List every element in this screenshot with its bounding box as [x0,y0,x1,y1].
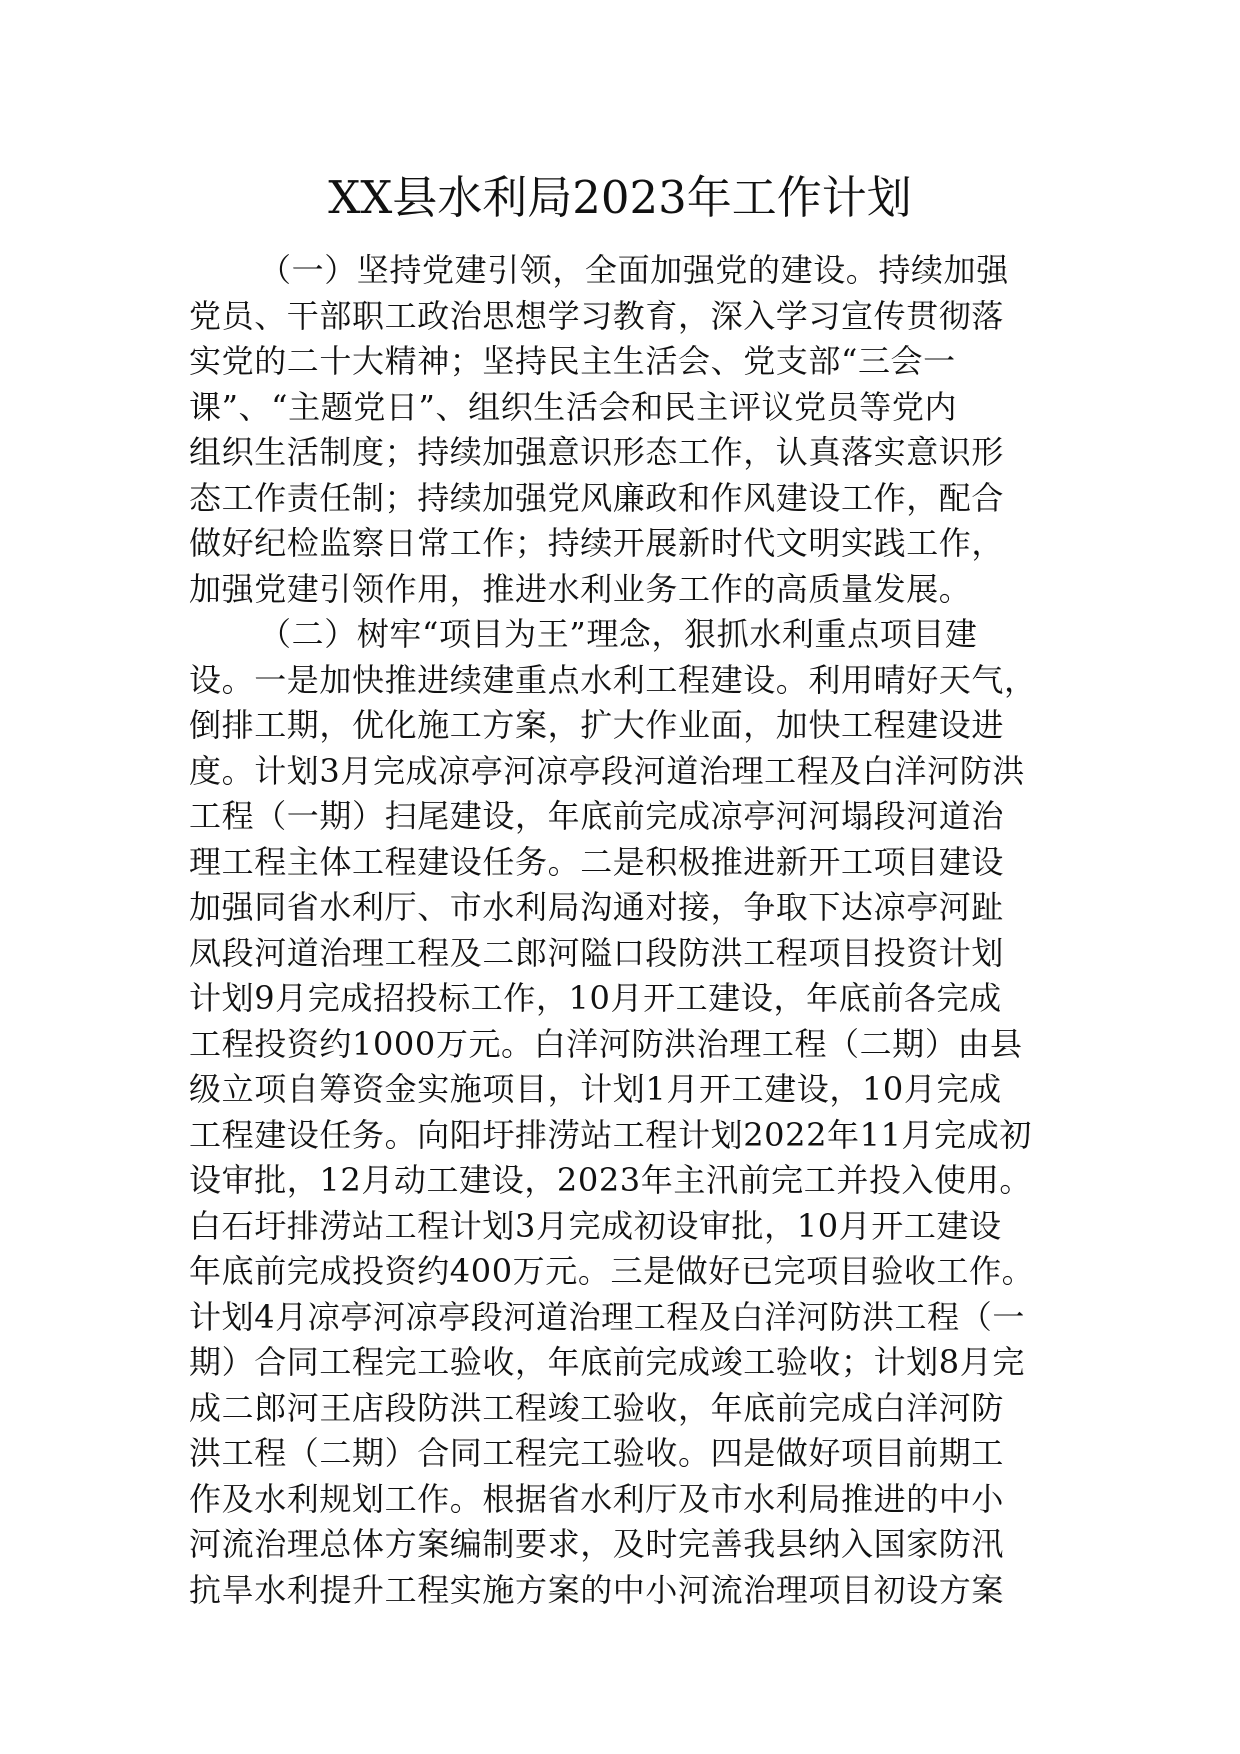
text-line: 白石圩排涝站工程计划3月完成初设审批，10月开工建设 [189,1206,1002,1245]
document-body [189,248,1089,1613]
text-line: 计划4月凉亭河凉亭段河道治理工程及白洋河防洪工程（一 [189,1297,1025,1336]
text-line: 洪工程（二期）合同工程完工验收。四是做好项目前期工 [189,1434,1005,1472]
text-line: 加强同省水利厅、市水利局沟通对接，争取下达凉亭河趾 [189,888,1005,926]
text-line: （一）坚持党建引领，全面加强党的建设。持续加强 [259,251,1009,289]
text-line: 度。计划3月完成凉亭河凉亭段河道治理工程及白洋河防洪 [189,751,1025,790]
text-line: 设。一是加快推进续建重点水利工程建设。利用晴好天气， [189,660,1037,699]
text-line: 年底前完成投资约400万元。三是做好已完项目验收工作。 [189,1252,1035,1290]
text-line: 成二郎河王店段防洪工程竣工验收，年底前完成白洋河防 [189,1388,1005,1427]
text-line: 加强党建引领作用，推进水利业务工作的高质量发展。 [189,569,972,608]
text-line: 工程投资约1000万元。白洋河防洪治理工程（二期）由县 [189,1024,1023,1063]
text-line: 实党的二十大精神；坚持民主生活会、党支部“三会一 [189,342,956,380]
text-line: 设审批，12月动工建设，2023年主汛前完工并投入使用。 [189,1161,1032,1199]
text-line: 态工作责任制；持续加强党风廉政和作风建设工作，配合 [189,478,1005,517]
text-line: 工程建设任务。向阳圩排涝站工程计划2022年11月完成初 [189,1115,1032,1154]
text-line: （二）树牢“项目为王”理念，狠抓水利重点项目建 [259,615,978,653]
text-line: 级立项自筹资金实施项目，计划1月开工建设，10月完成 [189,1070,1002,1108]
text-line: 工程（一期）扫尾建设，年底前完成凉亭河河塌段河道治 [189,797,1005,835]
text-line: 凤段河道治理工程及二郎河隘口段防洪工程项目投资计划 [189,933,1005,972]
text-line: 做好纪检监察日常工作；持续开展新时代文明实践工作， [189,524,1005,562]
text-line: 期）合同工程完工验收，年底前完成竣工验收；计划8月完 [189,1343,1025,1381]
text-line: 计划9月完成招投标工作，10月开工建设，年底前各完成 [189,979,1002,1017]
text-line: 作及水利规划工作。根据省水利厅及市水利局推进的中小 [189,1479,1005,1518]
text-line: 倒排工期，优化施工方案，扩大作业面，加快工程建设进 [189,706,1005,744]
document-title: XX县水利局2023年工作计划 [328,171,912,224]
text-line: 河流治理总体方案编制要求，及时完善我县纳入国家防汛 [189,1525,1005,1563]
text-line: 理工程主体工程建设任务。二是积极推进新开工项目建设 [189,842,1005,881]
text-line: 课”、“主题党日”、组织生活会和民主评议党员等党内 [189,387,958,426]
text-line: 党员、干部职工政治思想学习教育，深入学习宣传贯彻落 [189,296,1005,335]
text-line: 组织生活制度；持续加强意识形态工作，认真落实意识形 [189,433,1005,471]
text-line: 抗旱水利提升工程实施方案的中小河流治理项目初设方案 [189,1570,1005,1609]
